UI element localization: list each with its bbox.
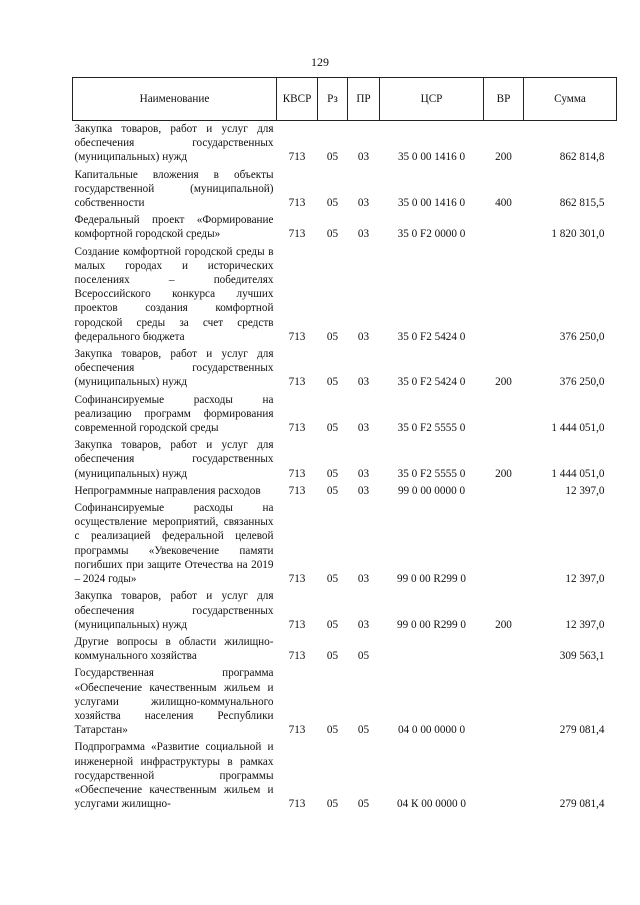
header-csr: ЦСР [380,78,484,121]
row-name: Непрограммные направления расходов [74,484,261,497]
row-kvsr: 713 [288,376,306,389]
row-sum: 862 814,8 [559,151,605,164]
row-sum: 309 563,1 [559,650,605,663]
row-pr: 03 [357,618,370,631]
row-vr [484,483,524,500]
budget-table [72,77,617,813]
row-rz: 05 [326,330,339,343]
table-row [73,167,617,213]
row-csr: 35 0 F2 5424 0 [397,376,466,389]
row-sum: 279 081,4 [559,724,605,737]
row-pr: 03 [357,376,370,389]
row-sum: 376 250,0 [559,376,605,389]
row-kvsr: 713 [288,650,306,663]
row-kvsr: 713 [288,197,306,210]
table-row [73,392,617,438]
row-csr: 35 0 F2 5424 0 [397,330,466,343]
row-name: Создание комфортной городской среды в малых городах и исторических поселениях – победителях Всероссийского конкурса лучших проектов создания комфортной городской среды за счет средств федерального бюджета [74,245,274,343]
row-vr: 200 [495,467,512,480]
row-pr: 05 [357,650,370,663]
row-sum: 12 397,0 [565,484,605,497]
row-pr: 03 [357,467,370,480]
row-pr: 03 [357,484,370,497]
row-sum: 12 397,0 [565,618,605,631]
page-number: 129 [311,55,329,69]
header-vr: ВР [484,78,524,121]
row-name: Закупка товаров, работ и услуг для обеспечения государственных (муниципальных) нужд [74,348,274,389]
row-kvsr: 713 [288,798,306,811]
row-vr [484,739,524,813]
header-kvsr: КВСР [277,78,318,121]
row-kvsr: 713 [288,724,306,737]
table-row [73,634,617,665]
row-vr [484,634,524,665]
row-csr [380,634,484,665]
row-vr [484,392,524,438]
header-sum: Сумма [524,78,617,121]
table-row [73,212,617,243]
row-sum: 862 815,5 [559,197,605,210]
row-vr [484,244,524,346]
table-row [73,244,617,346]
row-vr: 400 [495,197,512,210]
row-kvsr: 713 [288,618,306,631]
table-header-row [73,78,617,121]
row-sum: 1 820 301,0 [551,228,605,241]
header-pr: ПР [348,78,380,121]
row-pr: 03 [357,422,370,435]
row-name: Государственная программа «Обеспечение качественным жильем и услугами жилищно-коммунального хозяйства населения Республики Татарстан» [74,667,274,737]
row-rz: 05 [326,618,339,631]
row-pr: 03 [357,573,370,586]
row-kvsr: 713 [288,228,306,241]
row-kvsr: 713 [288,422,306,435]
row-kvsr: 713 [288,484,306,497]
table-row [73,739,617,813]
row-csr: 35 0 00 1416 0 [397,197,466,210]
row-name: Закупка товаров, работ и услуг для обеспечения государственных (муниципальных) нужд [74,123,274,164]
header-name: Наименование [73,78,277,121]
row-csr: 35 0 F2 5555 0 [397,422,466,435]
row-name: Софинансируемые расходы на осуществление мероприятий, связанных с реализацией федеральной целевой программы «Увековечение памяти погибших при защите Отечества на 2019 – 2024 годы» [74,502,274,586]
row-vr [484,500,524,588]
row-kvsr: 713 [288,330,306,343]
row-rz: 05 [326,650,339,663]
row-pr: 03 [357,151,370,164]
table-row [73,588,617,634]
row-sum: 1 444 051,0 [551,467,605,480]
row-name: Другие вопросы в области жилищно-коммунального хозяйства [74,635,274,663]
row-vr: 200 [495,376,512,389]
row-sum: 376 250,0 [559,330,605,343]
row-rz: 05 [326,228,339,241]
row-csr: 99 0 00 R299 0 [397,573,466,586]
row-csr: 35 0 F2 0000 0 [397,228,466,241]
row-pr: 03 [357,330,370,343]
table-row [73,500,617,588]
row-rz: 05 [326,376,339,389]
table-row [73,121,617,167]
table-row [73,346,617,392]
row-pr: 05 [357,798,370,811]
row-name: Капитальные вложения в объекты государственной (муниципальной) собственности [74,168,274,210]
row-sum: 279 081,4 [559,798,605,811]
row-pr: 05 [357,724,370,737]
table-row [73,483,617,500]
row-csr: 99 0 00 0000 0 [397,484,466,497]
row-pr: 03 [357,228,370,241]
row-rz: 05 [326,422,339,435]
row-rz: 05 [326,724,339,737]
row-rz: 05 [326,151,339,164]
row-rz: 05 [326,573,339,586]
row-vr [484,212,524,243]
row-name: Закупка товаров, работ и услуг для обеспечения государственных (муниципальных) нужд [74,590,274,631]
row-csr: 04 К 00 0000 0 [397,798,466,811]
row-rz: 05 [326,798,339,811]
row-name: Софинансируемые расходы на реализацию программ формирования современной городской среды [74,393,274,435]
row-vr: 200 [495,151,512,164]
row-kvsr: 713 [288,467,306,480]
row-csr: 04 0 00 0000 0 [397,724,466,737]
row-sum: 1 444 051,0 [551,422,605,435]
row-rz: 05 [326,484,339,497]
row-vr: 200 [495,618,512,631]
row-csr: 35 0 F2 5555 0 [397,467,466,480]
row-kvsr: 713 [288,151,306,164]
row-name: Закупка товаров, работ и услуг для обеспечения государственных (муниципальных) нужд [74,439,274,480]
row-rz: 05 [326,197,339,210]
row-csr: 35 0 00 1416 0 [397,151,466,164]
row-name: Подпрограмма «Развитие социальной и инженерной инфраструктуры в рамках государственной программы «Обеспечение качественным жильем и услугами жилищно- [74,741,274,811]
row-vr [484,665,524,739]
row-csr: 99 0 00 R299 0 [397,618,466,631]
row-kvsr: 713 [288,573,306,586]
header-rz: Рз [318,78,348,121]
row-pr: 03 [357,197,370,210]
table-row [73,437,617,483]
row-sum: 12 397,0 [565,573,605,586]
row-name: Федеральный проект «Формирование комфортной городской среды» [74,214,274,241]
row-rz: 05 [326,467,339,480]
table-row [73,665,617,739]
